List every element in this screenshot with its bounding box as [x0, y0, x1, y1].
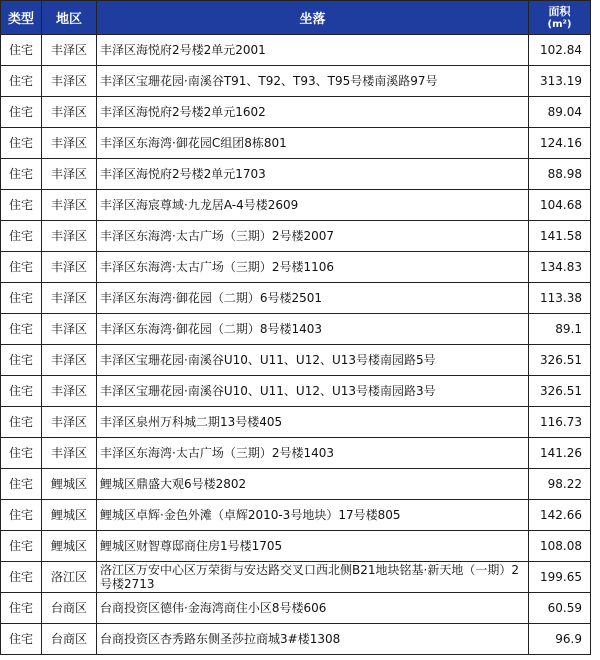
header-size-title: 面积	[548, 4, 571, 18]
cell-area: 丰泽区	[42, 314, 97, 345]
header-size	[529, 1, 591, 35]
table-row	[1, 252, 591, 283]
cell-type: 住宅	[1, 159, 42, 190]
cell-address: 丰泽区宝珊花园·南溪谷U10、U11、U12、U13号楼南园路5号	[97, 345, 529, 376]
cell-size: 60.59	[529, 593, 591, 624]
cell-area: 丰泽区	[42, 221, 97, 252]
cell-area: 丰泽区	[42, 35, 97, 66]
cell-area: 丰泽区	[42, 97, 97, 128]
table-row	[1, 531, 591, 562]
table-row	[1, 221, 591, 252]
cell-size: 108.08	[529, 531, 591, 562]
cell-size: 104.68	[529, 190, 591, 221]
cell-type: 住宅	[1, 376, 42, 407]
cell-type: 住宅	[1, 469, 42, 500]
cell-area: 台商区	[42, 593, 97, 624]
table-row	[1, 128, 591, 159]
cell-area: 丰泽区	[42, 66, 97, 97]
cell-address: 丰泽区东海湾·御花园C组团8栋801	[97, 128, 529, 159]
cell-type: 住宅	[1, 283, 42, 314]
cell-area: 丰泽区	[42, 159, 97, 190]
table-row	[1, 35, 591, 66]
cell-type: 住宅	[1, 624, 42, 655]
table-row	[1, 500, 591, 531]
cell-area: 丰泽区	[42, 376, 97, 407]
cell-size: 134.83	[529, 252, 591, 283]
table-row	[1, 345, 591, 376]
table-row	[1, 376, 591, 407]
cell-address: 丰泽区宝珊花园·南溪谷T91、T92、T93、T95号楼南溪路97号	[97, 66, 529, 97]
cell-area: 丰泽区	[42, 252, 97, 283]
cell-type: 住宅	[1, 66, 42, 97]
cell-size: 102.84	[529, 35, 591, 66]
table-row	[1, 593, 591, 624]
cell-type: 住宅	[1, 593, 42, 624]
cell-type: 住宅	[1, 221, 42, 252]
cell-size: 88.98	[529, 159, 591, 190]
cell-area: 丰泽区	[42, 345, 97, 376]
cell-size: 89.1	[529, 314, 591, 345]
cell-type: 住宅	[1, 190, 42, 221]
cell-area: 鲤城区	[42, 469, 97, 500]
cell-size: 113.38	[529, 283, 591, 314]
cell-address: 鲤城区财智尊邸商住房1号楼1705	[97, 531, 529, 562]
table-row	[1, 469, 591, 500]
cell-area: 丰泽区	[42, 283, 97, 314]
header-size-unit: (m²)	[547, 18, 572, 30]
cell-size: 96.9	[529, 624, 591, 655]
cell-address: 丰泽区海悦府2号楼2单元1602	[97, 97, 529, 128]
table-row	[1, 283, 591, 314]
table-row	[1, 97, 591, 128]
cell-address: 鲤城区鼎盛大观6号楼2802	[97, 469, 529, 500]
cell-type: 住宅	[1, 35, 42, 66]
header-type: 类型	[1, 1, 42, 35]
bottom-edge	[0, 656, 600, 660]
cell-size: 124.16	[529, 128, 591, 159]
table-body	[1, 35, 591, 655]
table-row	[1, 407, 591, 438]
cell-area: 鲤城区	[42, 500, 97, 531]
cell-area: 丰泽区	[42, 438, 97, 469]
cell-size: 141.26	[529, 438, 591, 469]
cell-area: 洛江区	[42, 562, 97, 593]
cell-type: 住宅	[1, 128, 42, 159]
table-row	[1, 66, 591, 97]
table-row	[1, 438, 591, 469]
cell-type: 住宅	[1, 407, 42, 438]
cell-type: 住宅	[1, 500, 42, 531]
cell-address: 丰泽区东海湾·太古广场（三期）2号楼1403	[97, 438, 529, 469]
cell-type: 住宅	[1, 531, 42, 562]
cell-address: 丰泽区海悦府2号楼2单元1703	[97, 159, 529, 190]
cell-address: 丰泽区海悦府2号楼2单元2001	[97, 35, 529, 66]
cell-address: 丰泽区泉州万科城二期13号楼405	[97, 407, 529, 438]
cell-size: 116.73	[529, 407, 591, 438]
cell-area: 丰泽区	[42, 128, 97, 159]
cell-size: 326.51	[529, 345, 591, 376]
cell-type: 住宅	[1, 562, 42, 593]
cell-address: 洛江区万安中心区万荣街与安达路交叉口西北侧B21地块铭基·新天地（一期）2号楼2713	[97, 562, 529, 593]
cell-address: 丰泽区东海湾·太古广场（三期）2号楼2007	[97, 221, 529, 252]
cell-size: 326.51	[529, 376, 591, 407]
cell-area: 台商区	[42, 624, 97, 655]
cell-size: 199.65	[529, 562, 591, 593]
cell-size: 313.19	[529, 66, 591, 97]
cell-area: 丰泽区	[42, 407, 97, 438]
cell-address: 丰泽区东海湾·御花园（二期）8号楼1403	[97, 314, 529, 345]
cell-size: 142.66	[529, 500, 591, 531]
header-address: 坐落	[97, 1, 529, 35]
cell-area: 鲤城区	[42, 531, 97, 562]
cell-address: 丰泽区宝珊花园·南溪谷U10、U11、U12、U13号楼南园路3号	[97, 376, 529, 407]
header-row	[1, 1, 591, 35]
cell-type: 住宅	[1, 438, 42, 469]
cell-area: 丰泽区	[42, 190, 97, 221]
table-row	[1, 314, 591, 345]
cell-address: 台商投资区杏秀路东侧圣莎拉商城3#楼1308	[97, 624, 529, 655]
cell-address: 丰泽区东海湾·御花园（二期）6号楼2501	[97, 283, 529, 314]
header-area: 地区	[42, 1, 97, 35]
cell-address: 鲤城区卓辉·金色外滩（卓辉2010-3号地块）17号楼805	[97, 500, 529, 531]
cell-type: 住宅	[1, 252, 42, 283]
table-row	[1, 190, 591, 221]
table-row	[1, 624, 591, 655]
cell-size: 89.04	[529, 97, 591, 128]
cell-type: 住宅	[1, 314, 42, 345]
table-row	[1, 562, 591, 593]
cell-size: 98.22	[529, 469, 591, 500]
table-row	[1, 159, 591, 190]
cell-address: 台商投资区德伟·金海湾商住小区8号楼606	[97, 593, 529, 624]
cell-size: 141.58	[529, 221, 591, 252]
cell-type: 住宅	[1, 345, 42, 376]
cell-address: 丰泽区海宸尊域·九龙居A-4号楼2609	[97, 190, 529, 221]
cell-address: 丰泽区东海湾·太古广场（三期）2号楼1106	[97, 252, 529, 283]
cell-type: 住宅	[1, 97, 42, 128]
